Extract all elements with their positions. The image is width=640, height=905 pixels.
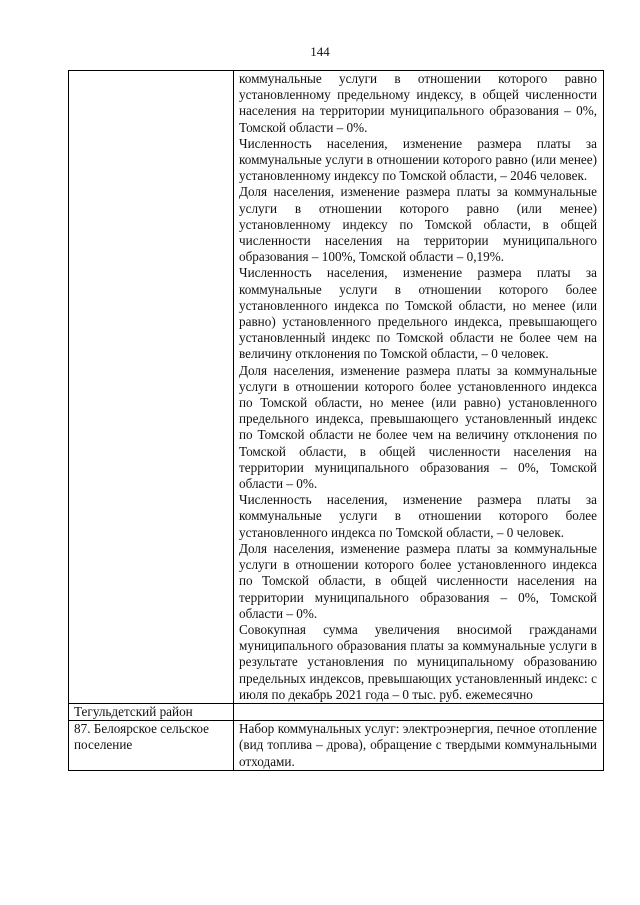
paragraph: коммунальные услуги в отношении которого равно установленному предельному индексу, в общей численности населения на территории муниципального образования – 0%, Томской области – 0%. bbox=[239, 71, 597, 135]
settlement-name-cell bbox=[69, 721, 234, 771]
empty-left-cell bbox=[69, 71, 234, 704]
paragraph: Доля населения, изменение размера платы за коммунальные услуги в отношении которого равно (или менее) установленному индексу по Томской области, в общей численности населения на территории муниципального образования – 100%, Томской области – 0,19%. bbox=[239, 184, 597, 265]
district-name-cell bbox=[69, 703, 234, 720]
settlement-services-cell bbox=[234, 721, 604, 771]
paragraph: Численность населения, изменение размера платы за коммунальные услуги в отношении которого более установленного индекса по Томской области, – 0 человек. bbox=[239, 492, 597, 540]
district-name: Тегульдетский район bbox=[74, 703, 193, 719]
indicators-cell bbox=[234, 71, 604, 704]
empty-right-cell bbox=[234, 703, 604, 720]
paragraph: Совокупная сумма увеличения вносимой гражданами муниципального образования платы за коммунальные услуги в результате установления по муниципальному образованию предельных индексов, превышающих установленный индекс: с июля по декабрь 2021 года – 0 тыс. руб. ежемесячно bbox=[239, 621, 597, 702]
paragraph: Доля населения, изменение размера платы за коммунальные услуги в отношении которого более установленного индекса по Томской области, в общей численности населения на территории муниципального образования – 0%, Томской области – 0%. bbox=[239, 540, 597, 621]
settlement-row bbox=[69, 721, 604, 771]
settlement-name: 87. Белоярское сельское поселение bbox=[74, 721, 209, 753]
services-text: Набор коммунальных услуг: электроэнергия, печное отопление (вид топлива – дрова), обращение с твердыми коммунальными отходами. bbox=[239, 721, 597, 769]
page-number: 144 bbox=[310, 44, 330, 59]
document-table bbox=[68, 70, 604, 771]
paragraph: Численность населения, изменение размера платы за коммунальные услуги в отношении которого равно (или менее) установленному индексу по Томской области, – 2046 человек. bbox=[239, 135, 597, 184]
paragraph: Численность населения, изменение размера платы за коммунальные услуги в отношении которого более установленного индекса по Томской области, но менее (или равно) установленного предельного индекса, превышающего установленный индекс по Томской области не более чем на величину отклонения по Томской области, – 0 человек. bbox=[239, 265, 597, 362]
paragraph: Доля населения, изменение размера платы за коммунальные услуги в отношении которого более установленного индекса по Томской области, но менее (или равно) установленного предельного индекса, превышающего установленный индекс по Томской области не более чем на величину отклонения по Томской области, в общей численности населения на территории муниципального образования – 0%, Томской области – 0%. bbox=[239, 362, 597, 492]
continuation-row bbox=[69, 71, 604, 704]
district-row bbox=[69, 703, 604, 720]
